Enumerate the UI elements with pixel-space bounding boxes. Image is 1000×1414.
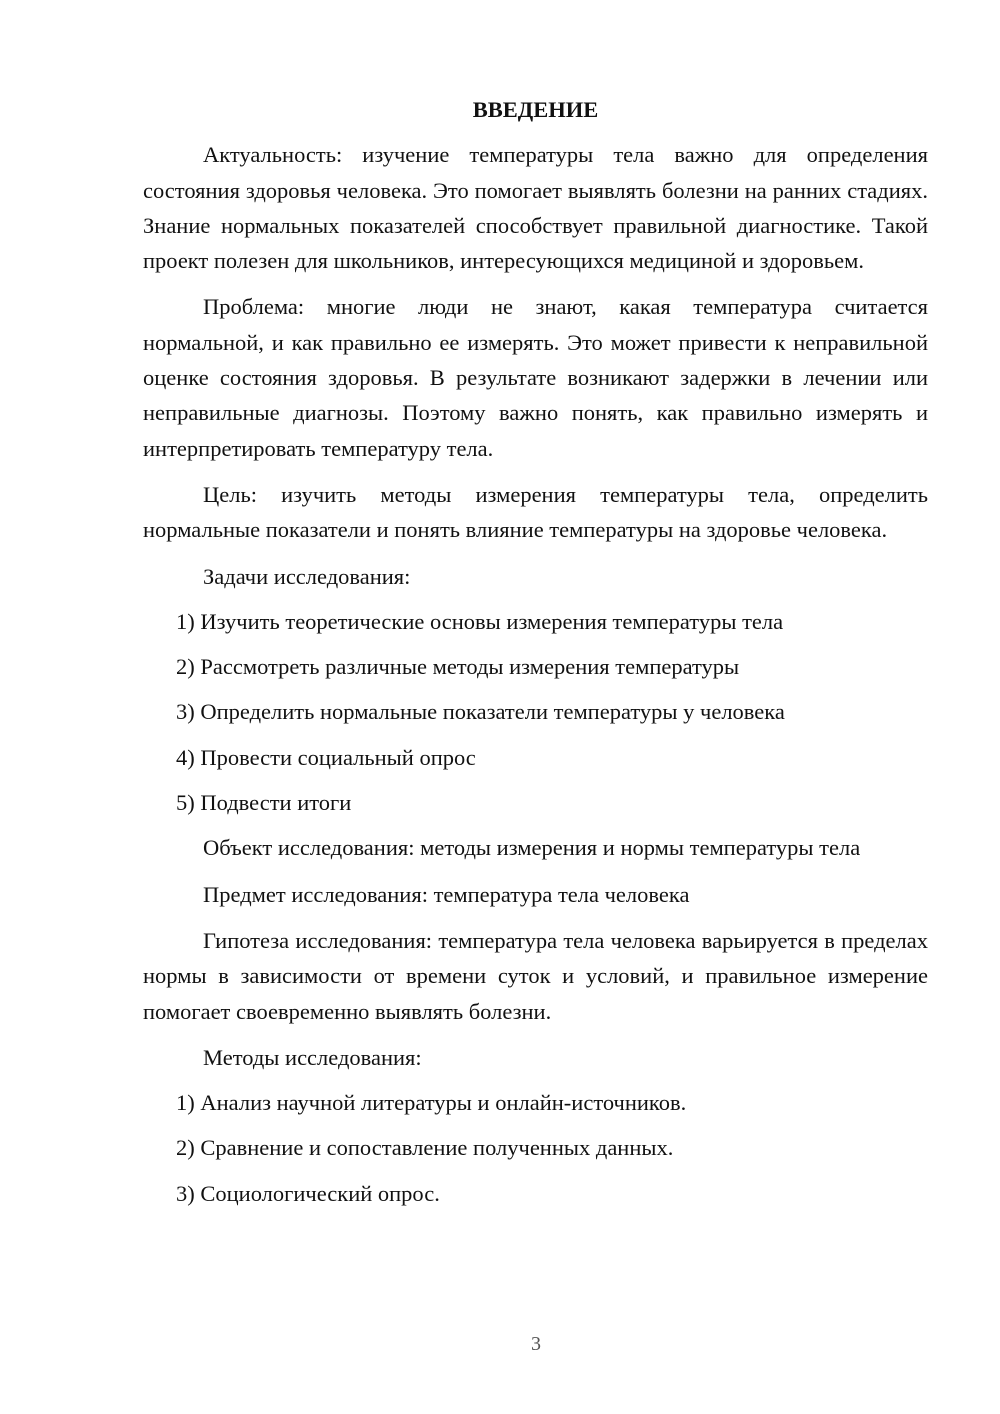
task-item: 3) Определить нормальные показатели температуры у человека — [176, 699, 785, 725]
task-item: 5) Подвести итоги — [176, 790, 352, 816]
task-item: 2) Рассмотреть различные методы измерения температуры — [176, 654, 740, 680]
paragraph-hypothesis: Гипотеза исследования: температура тела человека варьируется в пределах нормы в зависимости от времени суток и условий, и правильное измерение помогает своевременно выявлять болезни. — [143, 927, 928, 1024]
paragraph-relevance: Актуальность: изучение температуры тела важно для определения состояния здоровья человека. Это помогает выявлять болезни на ранних стадиях. Знание нормальных показателей способствует правильной диагностике. Такой проект полезен для школьников, интересующихся медициной и здоровьем. — [143, 142, 928, 274]
paragraph-subject: Предмет исследования: температура тела человека — [203, 881, 690, 907]
tasks-heading: Задачи исследования: — [203, 563, 411, 589]
methods-heading: Методы исследования: — [203, 1044, 422, 1070]
paragraph-goal: Цель: изучить методы измерения температуры тела, определить нормальные показатели и понять влияние температуры на здоровье человека. — [143, 481, 928, 543]
document-page — [143, 92, 928, 1221]
task-item: 4) Провести социальный опрос — [176, 744, 476, 770]
page-number: 3 — [531, 1333, 541, 1355]
section-title: ВВЕДЕНИЕ — [472, 97, 599, 122]
method-item: 2) Сравнение и сопоставление полученных данных. — [176, 1135, 674, 1161]
method-item: 3) Социологический опрос. — [176, 1180, 440, 1206]
task-item: 1) Изучить теоретические основы измерения температуры тела — [176, 608, 784, 634]
method-item: 1) Анализ научной литературы и онлайн-источников. — [176, 1090, 687, 1116]
paragraph-problem: Проблема: многие люди не знают, какая температура считается нормальной, и как правильно ее измерять. Это может привести к неправильной оценке состояния здоровья. В результате возникают задержки в лечении или неправильные диагнозы. Поэтому важно понять, как правильно измерять и интерпретировать температуру тела. — [143, 294, 928, 461]
paragraph-object: Объект исследования: методы измерения и нормы температуры тела — [203, 835, 861, 861]
